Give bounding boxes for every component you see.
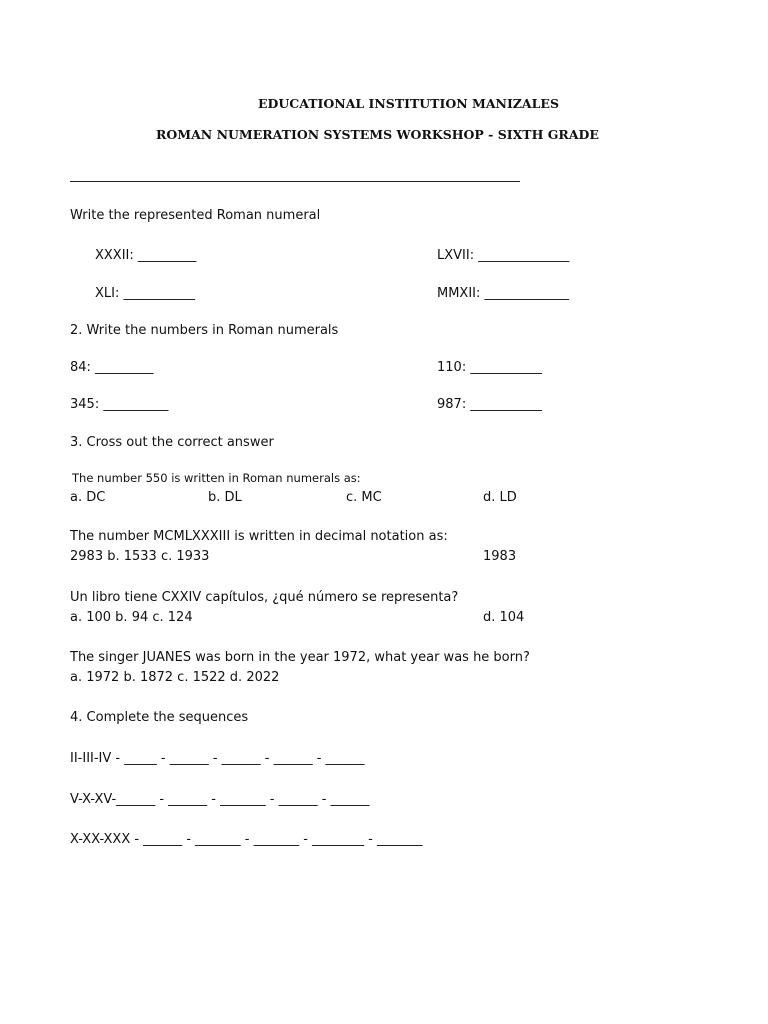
section2-heading: 2. Write the numbers in Roman numerals (70, 323, 339, 338)
number-item-345: 345: __________ (70, 397, 169, 412)
option-d-ld[interactable]: d. LD (483, 490, 517, 505)
workshop-title: ROMAN NUMERATION SYSTEMS WORKSHOP - SIXTH GRADE (156, 127, 599, 142)
number-item-987: 987: ___________ (437, 397, 542, 412)
question-mcmlxxxiii: The number MCMLXXXIII is written in decimal notation as: (70, 529, 448, 544)
options-cxxiv[interactable]: a. 100 b. 94 c. 124 (70, 610, 193, 625)
numeral-item-mmxii: MMXII: _____________ (437, 286, 570, 301)
number-item-84: 84: _________ (70, 360, 154, 375)
option-a-dc[interactable]: a. DC (70, 490, 106, 505)
options-mcmlxxxiii[interactable]: 2983 b. 1533 c. 1933 (70, 549, 210, 564)
sequence-2[interactable]: V-X-XV-______ - ______ - _______ - ______ - ______ (70, 792, 370, 807)
numeral-item-xli: XLI: ___________ (95, 286, 195, 301)
section4-heading: 4. Complete the sequences (70, 710, 249, 725)
section1-instruction: Write the represented Roman numeral (70, 208, 321, 223)
sequence-3[interactable]: X-XX-XXX - ______ - _______ - _______ - ________ - _______ (70, 832, 423, 847)
numeral-item-xxxii: XXXII: _________ (95, 248, 197, 263)
question-cxxiv: Un libro tiene CXXIV capítulos, ¿qué número se representa? (70, 590, 459, 605)
sequence-1[interactable]: II-III-IV - _____ - ______ - ______ - ______ - ______ (70, 751, 365, 766)
institution-title: EDUCATIONAL INSTITUTION MANIZALES (258, 96, 559, 111)
option-1983[interactable]: 1983 (483, 549, 517, 564)
numeral-item-lxvii: LXVII: ______________ (437, 248, 570, 263)
option-d-104[interactable]: d. 104 (483, 610, 525, 625)
option-c-mc[interactable]: c. MC (346, 490, 382, 505)
question-550: The number 550 is written in Roman numerals as: (72, 471, 361, 485)
student-name-line[interactable] (70, 181, 520, 182)
options-juanes[interactable]: a. 1972 b. 1872 c. 1522 d. 2022 (70, 670, 280, 685)
question-juanes: The singer JUANES was born in the year 1972, what year was he born? (70, 650, 530, 665)
option-b-dl[interactable]: b. DL (208, 490, 242, 505)
number-item-110: 110: ___________ (437, 360, 542, 375)
section3-heading: 3. Cross out the correct answer (70, 435, 274, 450)
